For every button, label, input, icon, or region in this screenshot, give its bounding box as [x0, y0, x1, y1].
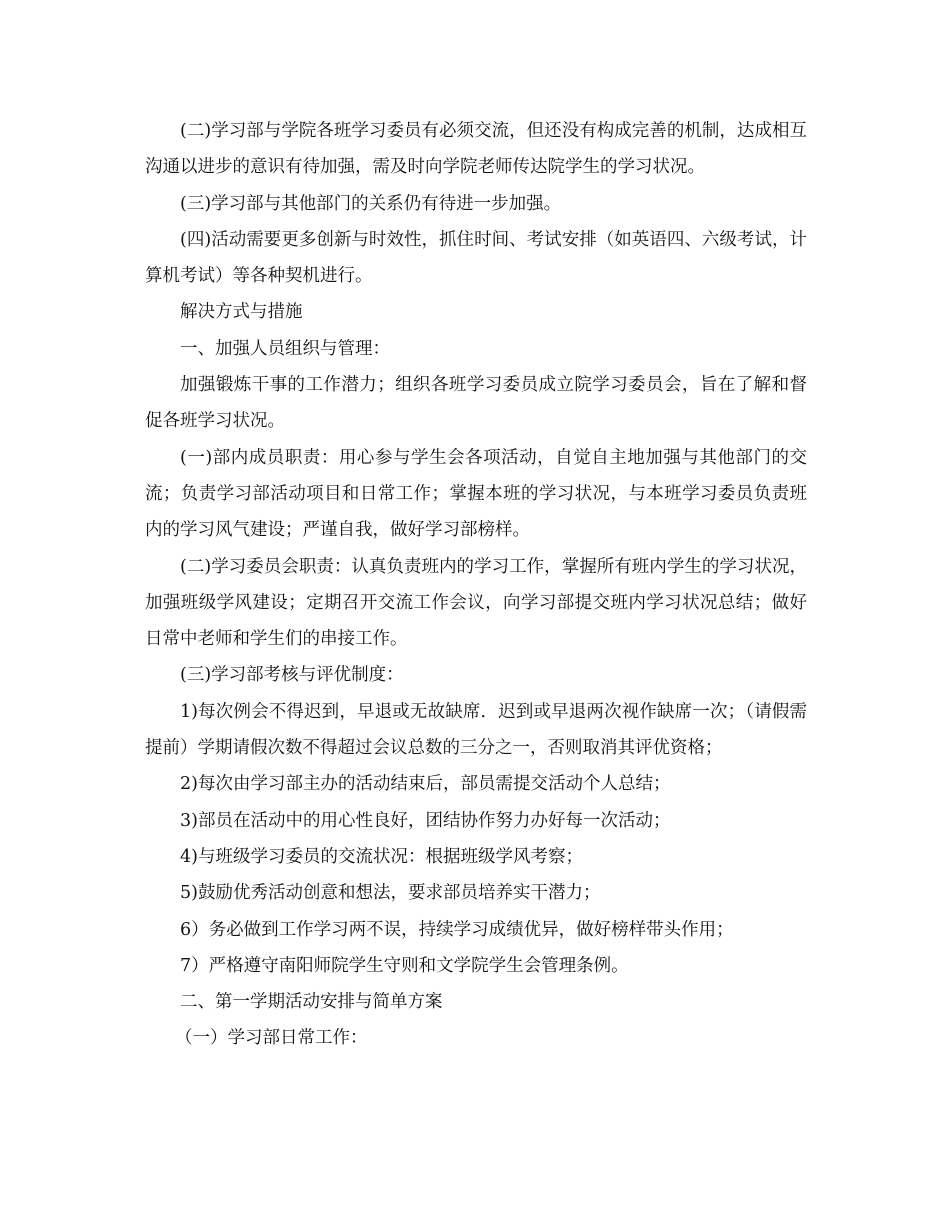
rule-item-3: 3)部员在活动中的用心性良好，团结协作努力办好每一次活动；	[180, 810, 671, 831]
section-heading-organization: 一、加强人员组织与管理：	[180, 338, 390, 359]
paragraph-organization: 加强锻炼干事的工作潜力；组织各班学习委员成立院学习委员会，旨在了解和督促各班学习状况。	[145, 375, 807, 432]
subheading-assessment: (三)学习部考核与评优制度：	[180, 665, 404, 686]
section-heading-solutions: 解决方式与措施	[180, 302, 303, 323]
rule-item-6: 6）务必做到工作学习两不误，持续学习成绩优异，做好榜样带头作用；	[180, 919, 734, 940]
section-heading-first-semester: 二、第一学期活动安排与简单方案	[180, 992, 443, 1013]
rule-item-5: 5)鼓励优秀活动创意和想法，要求部员培养实干潜力；	[180, 883, 601, 904]
paragraph-member-duties: (一)部内成员职责：用心参与学生会各项活动，自觉自主地加强与其他部门的交流；负责学习部活动项目和日常工作；掌握本班的学习状况，与本班学习委员负责班内的学习风气建设；严谨自我，做好学习部榜样。	[145, 447, 807, 541]
document-body	[145, 113, 807, 1057]
paragraph-committee-duties: (二)学习委员会职责：认真负责班内的学习工作，掌握所有班内学生的学习状况，加强班级学风建设；定期召开交流工作会议，向学习部提交班内学习状况总结；做好日常中老师和学生们的串接工作。	[145, 556, 807, 650]
paragraph-item-2-communication: (二)学习部与学院各班学习委员有必须交流，但还没有构成完善的机制，达成相互沟通以进步的意识有待加强，需及时向学院老师传达院学生的学习状况。	[145, 121, 807, 178]
paragraph-item-3-relations: (三)学习部与其他部门的关系仍有待进一步加强。	[180, 193, 562, 214]
rule-item-2: 2)每次由学习部主办的活动结束后，部员需提交活动个人总结；	[180, 774, 671, 795]
paragraph-item-4-activities: (四)活动需要更多创新与时效性，抓住时间、考试安排（如英语四、六级考试，计算机考试）等各种契机进行。	[145, 229, 807, 287]
rule-item-4: 4)与班级学习委员的交流状况：根据班级学风考察；	[180, 846, 583, 867]
rule-item-7: 7）严格遵守南阳师院学生守则和文学院学生会管理条例。	[180, 955, 629, 976]
rule-item-1: 1)每次例会不得迟到，早退或无故缺席．迟到或早退两次视作缺席一次；（请假需提前）学期请假次数不得超过会议总数的三分之一，否则取消其评优资格；	[145, 701, 807, 759]
subheading-daily-work: （一）学习部日常工作：	[175, 1028, 368, 1049]
